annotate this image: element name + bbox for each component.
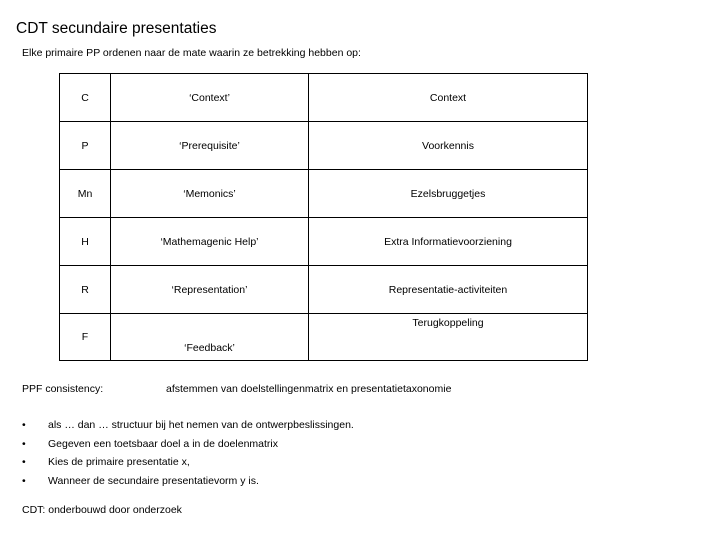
english-cell bbox=[111, 314, 309, 361]
table-row bbox=[60, 218, 588, 266]
bullet-icon: • bbox=[22, 437, 26, 450]
bullet-icon: • bbox=[22, 474, 26, 487]
dutch-cell: Context bbox=[309, 74, 588, 122]
table-row bbox=[60, 170, 588, 218]
english-cell: ‘Prerequisite’ bbox=[111, 122, 309, 170]
page-title: CDT secundaire presentaties bbox=[16, 20, 217, 37]
bullet-list bbox=[22, 416, 354, 490]
ppf-label: PPF consistency: bbox=[22, 383, 104, 395]
bullet-icon: • bbox=[22, 419, 26, 431]
english-cell-text: ‘Feedback’ bbox=[184, 342, 235, 354]
list-item bbox=[22, 453, 354, 472]
english-cell: ‘Mathemagenic Help’ bbox=[111, 218, 309, 266]
code-cell: P bbox=[60, 122, 111, 170]
dutch-cell: Voorkennis bbox=[309, 122, 588, 170]
dutch-cell: Ezelsbruggetjes bbox=[309, 170, 588, 218]
table-row bbox=[60, 314, 588, 361]
code-cell: F bbox=[60, 314, 111, 361]
dutch-cell bbox=[309, 314, 588, 361]
english-cell: ‘Memonics’ bbox=[111, 170, 309, 218]
table-row bbox=[60, 122, 588, 170]
list-item-text: Kies de primaire presentatie x, bbox=[48, 456, 190, 468]
list-item-text: Wanneer de secundaire presentatievorm y is. bbox=[48, 474, 259, 487]
code-cell: C bbox=[60, 74, 111, 122]
page-subtitle: Elke primaire PP ordenen naar de mate waarin ze betrekking hebben op: bbox=[22, 47, 361, 59]
list-item bbox=[22, 472, 354, 491]
list-item bbox=[22, 416, 354, 435]
dutch-cell: Representatie-activiteiten bbox=[309, 266, 588, 314]
table-row bbox=[60, 266, 588, 314]
code-cell: Mn bbox=[60, 170, 111, 218]
list-item-text: Gegeven een toetsbaar doel a in de doelenmatrix bbox=[48, 437, 278, 450]
table-row bbox=[60, 74, 588, 122]
dutch-cell-text: Terugkoppeling bbox=[412, 317, 484, 329]
list-item bbox=[22, 435, 354, 454]
english-cell: ‘Context’ bbox=[111, 74, 309, 122]
bullet-icon: • bbox=[22, 456, 26, 468]
ppf-text: afstemmen van doelstellingenmatrix en presentatietaxonomie bbox=[166, 383, 452, 395]
dutch-cell: Extra Informatievoorziening bbox=[309, 218, 588, 266]
footer-note: CDT: onderbouwd door onderzoek bbox=[22, 504, 182, 516]
code-cell: R bbox=[60, 266, 111, 314]
presentation-table bbox=[59, 73, 588, 361]
code-cell: H bbox=[60, 218, 111, 266]
list-item-text: als … dan … structuur bij het nemen van de ontwerpbeslissingen. bbox=[48, 419, 354, 431]
english-cell: ‘Representation’ bbox=[111, 266, 309, 314]
